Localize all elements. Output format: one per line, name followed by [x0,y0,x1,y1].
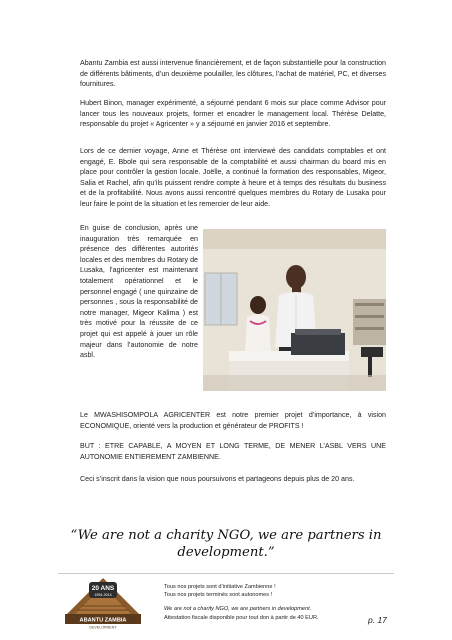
paragraph-last-trip: Lors de ce dernier voyage, Anne et Thérèse ont interviewé des candidats comptables et ont engagé, E. Bbole qui sera responsable de la comptabilité et aussi chairman du board mis en place pour contrôler la gestion locale. Joëlle, a continué la formation des responsables, Migeor, Salia et Rachel, afin qu’ils puissent rendre compte à heure et à temps des résultats du business et de la profitabilité. Nous avons aussi rencontré quelques membres du Rotary de Lusaka pour leur faire le point de la situation et les remercier de leur aide. [80,147,386,208]
paragraph-financing: Abantu Zambia est aussi intervenue financièrement, et de façon substantielle pour la construction de différents bâtiments, d’un deuxième poulailler, les clôtures, l’achat de matériel, PC, et diverses fournitures. [80,59,386,89]
footer-line-autonomous: Tous nos projets terminés sont autonomes ! [164,592,273,599]
logo-years-range: 1994-2014 [94,593,112,597]
logo-subtitle: DEVELOPMENT [89,625,117,630]
motto-quote: “We are not a charity NGO, we are partners in development.” [70,528,382,560]
abantu-zambia-logo [63,574,143,630]
logo-name: ABANTU ZAMBIA [79,617,127,624]
footer-line-tax: Attestation fiscale disponible pour tout don à partir de 40 EUR. [164,614,319,621]
paragraph-agricenter: Le MWASHISOMPOLA AGRICENTER est notre premier projet d’importance, à vision ECONOMIQUE, orienté vers la production et générateur de PROFITS ! [80,411,386,430]
page-number: p. 17 [368,615,387,625]
footer-line-initiative: Tous nos projets sont d’initiative Zambienne ! [164,584,276,590]
footer-line-motto: We are not a charity NGO, we are partners in development. [164,606,312,613]
paragraph-goal: BUT : ETRE CAPABLE, A MOYEN ET LONG TERME, DE MENER L’ASBL VERS UNE AUTONOMIE ENTIEREMENT ZAMBIENNE. [80,442,386,461]
footer-text [164,583,364,622]
logo-years-label: 20 ANS [91,585,115,592]
paragraph-conclusion: En guise de conclusion, après une inauguration très remarquée en présence des différentes autorités locales et des membres du Rotary de Lusaka, l’agricenter est maintenant totalement opérationnel et le personnel engagé ( une quinzaine de personnes , sous la responsabilité de notre manager, Migeor Kalima ) est très motivé pour la réussite de ce projet qui est appelé à jouer un rôle majeur dans l’autonomie de notre asbl. [80,224,198,360]
office-photo [203,229,386,391]
paragraph-vision: Ceci s’inscrit dans la vision que nous poursuivons et partageons depuis plus de 20 ans. [80,475,355,483]
paragraph-advisor: Hubert Binon, manager expérimenté, a séjourné pendant 6 mois sur place comme Advisor pour lancer tous les nouveaux projets, former et encadrer le management local. Thérèse Delatte, responsable du projet « Agricenter » y a séjourné en janvier 2016 et septembre. [80,99,386,129]
